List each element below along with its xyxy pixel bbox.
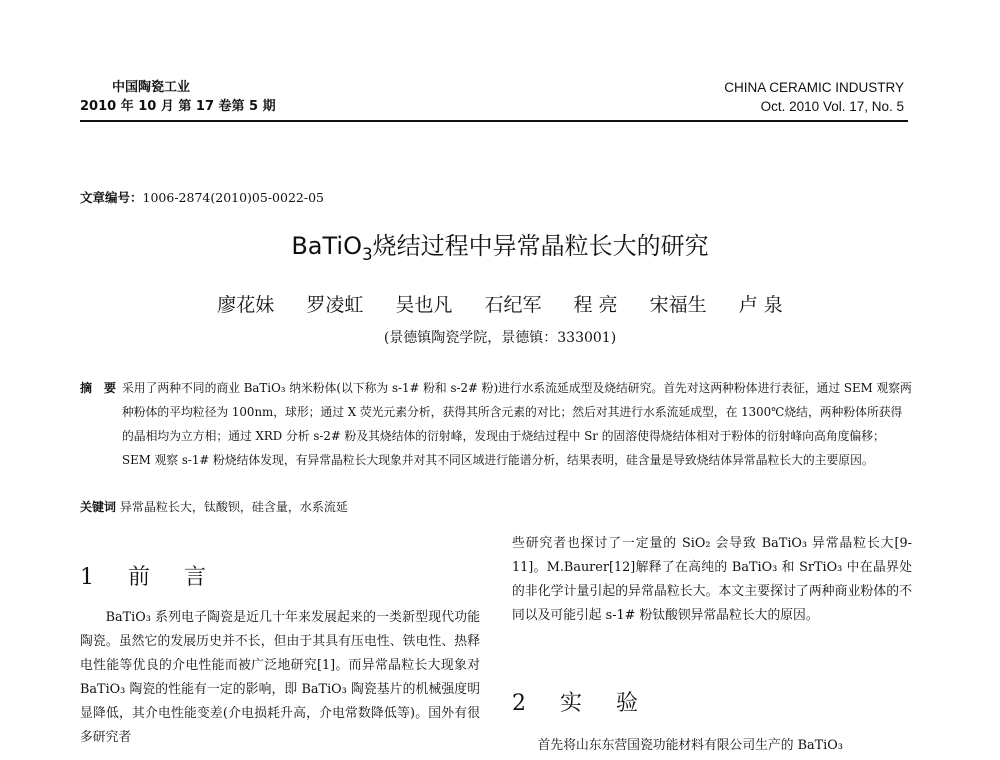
section-heading: 1 前 言 [80, 565, 212, 590]
author: 宋福生 [649, 294, 707, 316]
right-column-text: 些研究者也探讨了一定量的 SiO₂ 会导致 BaTiO₃ 异常晶粒长大[9-11]。M.Baurer[12]解释了在高纯的 BaTiO₃ 和 SrTiO₃ 中在晶界处的非化学计量引起的异常晶粒长大。本文主要探讨了两种商业粉体的不同以及可能引起 s-1# 粉钛酸钡异常晶粒长大的原因。 [512, 536, 912, 623]
body-paragraph [512, 532, 912, 628]
journal-name: 中国陶瓷工业 [112, 80, 191, 95]
title-subscript: 3 [361, 243, 373, 264]
title-text: 烧结过程中异常晶粒长大的研究 [372, 232, 709, 260]
article-number-value: 1006-2874(2010)05-0022-05 [142, 190, 324, 205]
issue-info: 2010 年 10 月 第 17 卷第 5 期 [80, 99, 276, 114]
issue-info-en: Oct. 2010 Vol. 17, No. 5 [760, 99, 904, 114]
keywords [80, 498, 912, 515]
affiliation: (景德镇陶瓷学院，景德镇：333001) [383, 330, 617, 346]
keywords-text: 异常晶粒长大，钛酸钡，硅含量，水系流延 [119, 500, 348, 514]
author: 卢 泉 [738, 294, 783, 316]
article-number [80, 188, 324, 206]
abstract [80, 376, 912, 472]
paper-title [0, 226, 1000, 264]
author: 程 亮 [573, 294, 618, 316]
body-paragraph [80, 606, 480, 750]
author: 吴也凡 [395, 294, 453, 316]
author: 廖花妹 [217, 294, 275, 316]
header-rule [80, 120, 908, 122]
abstract-label: 摘 要 [80, 381, 117, 395]
body-paragraph [512, 734, 912, 758]
journal-header-left [80, 78, 276, 116]
section1-text: BaTiO₃ 系列电子陶瓷是近几十年来发展起来的一类新型现代功能陶瓷。虽然它的发展历史并不长，但由于其具有压电性、铁电性、热释电性能等优良的介电性能而被广泛地研究[1]。而异常晶粒长大现象对 BaTiO₃ 陶瓷的性能有一定的影响，即 BaTiO₃ 陶瓷基片的机械强度明显降低，其介电性能变差(介电损耗升高，介电常数降低等)。国外有很多研究者 [80, 610, 480, 745]
journal-header-right [724, 78, 904, 116]
section2-text: 首先将山东东营国瓷功能材料有限公司生产的 BaTiO₃ [537, 738, 843, 753]
journal-name-en: CHINA CERAMIC INDUSTRY [724, 80, 904, 95]
author: 罗凌虹 [306, 294, 364, 316]
author-list [0, 290, 1000, 317]
keywords-label: 关键词 [80, 500, 117, 514]
abstract-text: 采用了两种不同的商业 BaTiO₃ 纳米粉体(以下称为 s-1# 粉和 s-2# 粉)进行水系流延成型及烧结研究。首先对这两种粉体进行表征，通过 SEM 观察两种粉体的平均粒径为 100nm，球形；通过 X 荧光元素分析，获得其所含元素的对比；然后对其进行水系流延成型，在 1300℃烧结，两种粉体所获得的晶相均为立方相；通过 XRD 分析 s-2# 粉及其烧结体的衍射峰，发现由于烧结过程中 Sr 的固溶使得烧结体相对于粉体的衍射峰向高角度偏移；SEM 观察 s-1# 粉烧结体发现，有异常晶粒长大现象并对其不同区域进行能谱分析，结果表明，硅含量是导致烧结体异常晶粒长大的主要原因。 [122, 381, 912, 467]
section-heading: 2 实 验 [512, 691, 644, 716]
author: 石纪军 [484, 294, 542, 316]
title-formula: BaTiO [291, 232, 362, 260]
article-number-label: 文章编号： [80, 190, 143, 205]
